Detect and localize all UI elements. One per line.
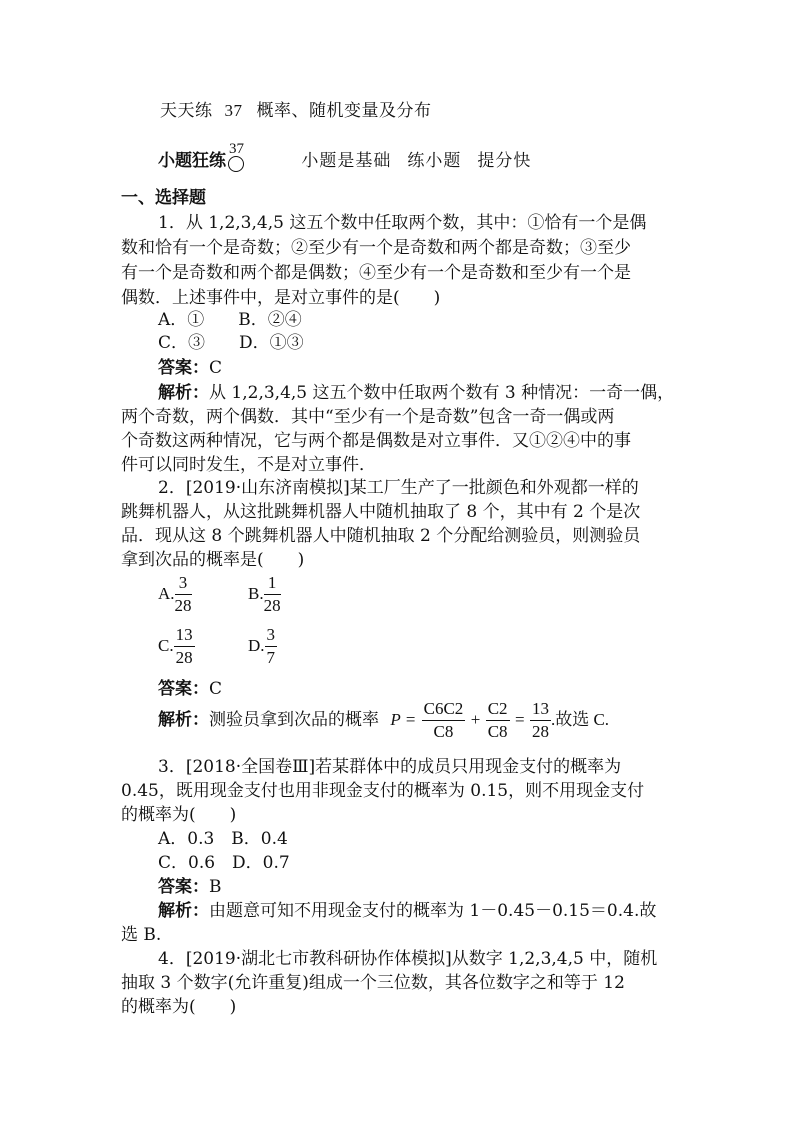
q3-line-3: 的概率为( ) (121, 805, 237, 825)
q2-option-c: C. $\frac{13}{28}$ (158, 625, 193, 667)
q2-line-2: 跳舞机器人，从这批跳舞机器人中随机抽取了 8 个，其中有 2 个是次 (121, 502, 641, 522)
title-number: 37 (224, 101, 243, 120)
q1-analysis-2: 两个奇数，两个偶数．其中“至少有一个是奇数”包含一奇一偶或两 (121, 407, 615, 427)
q4-line-1: 4．[2019·湖北七市教科研协作体模拟]从数字 1,2,3,4,5 中，随机 (158, 949, 658, 969)
q4-line-3: 的概率为( ) (121, 997, 237, 1017)
motto (301, 151, 547, 171)
q1-analysis-3: 个奇数这两种情况，它与两个都是偶数是对立事件．又①②④中的事 (121, 431, 631, 451)
q2-option-b: B. $\frac{1}{28}$ (248, 573, 281, 615)
q2-analysis: 解析：测验员拿到次品的概率 P = $\frac{C6C2}{C8}$ + $\frac{C2}{C8}$ = $\frac{13}{28}$ .故选 C. (158, 699, 610, 741)
q2-option-a: A. $\frac{3}{28}$ (158, 573, 192, 615)
q1-options-row-1: A．① B．②④ (158, 310, 302, 330)
q3-answer: 答案：B (158, 877, 222, 897)
motto-3: 提分快 (477, 151, 532, 171)
q1-analysis-4: 件可以同时发生，不是对立事件． (121, 455, 376, 475)
title-prefix: 天天练 (160, 101, 213, 121)
q1-line-2: 数和恰有一个是奇数；②至少有一个是奇数和两个都是奇数；③至少 (121, 238, 631, 258)
title-main: 概率、随机变量及分布 (256, 101, 432, 121)
q1-analysis-1: 解析：从 1,2,3,4,5 这五个数中任取两个数有 3 种情况：一奇一偶， (158, 383, 675, 403)
q1-line-3: 有一个是奇数和两个都是偶数；④至少有一个是奇数和至少有一个是 (121, 263, 631, 283)
q1-line-4: 偶数．上述事件中，是对立事件的是( ) (121, 288, 441, 308)
q2-line-1: 2．[2019·山东济南模拟]某工厂生产了一批颜色和外观都一样的 (158, 478, 639, 498)
q2-answer: 答案：C (158, 679, 223, 699)
q3-options-row-2: C．0.6 D．0.7 (158, 853, 290, 873)
q3-line-2: 0.45，既用现金支付也用非现金支付的概率为 0.15，则不用现金支付 (121, 781, 645, 801)
badge-circle-icon (226, 140, 248, 171)
q1-answer: 答案：C (158, 358, 223, 378)
page-title (160, 96, 432, 121)
q3-line-1: 3．[2018·全国卷Ⅲ]若某群体中的成员只用现金支付的概率为 (158, 757, 622, 777)
q1-line-1: 1．从 1,2,3,4,5 这五个数中任取两个数，其中：①恰有一个是偶 (158, 213, 647, 233)
motto-1: 小题是基础 (301, 151, 392, 171)
q4-line-2: 抽取 3 个数字(允许重复)组成一个三位数，其各位数字之和等于 12 (121, 973, 625, 993)
q3-options-row-1: A．0.3 B．0.4 (158, 829, 288, 849)
sub-label: 小题狂练 (158, 151, 226, 171)
section-heading: 一、选择题 (121, 188, 206, 208)
motto-2: 练小题 (407, 151, 462, 171)
section-subheader (158, 140, 547, 171)
q2-option-d: D. $\frac{3}{7}$ (248, 625, 276, 667)
badge-number: 37 (229, 140, 244, 157)
q2-line-4: 拿到次品的概率是( ) (121, 550, 305, 570)
q1-options-row-2: C．③ D．①③ (158, 333, 304, 353)
q2-line-3: 品．现从这 8 个跳舞机器人中随机抽取 2 个分配给测验员，则测验员 (121, 526, 641, 546)
q3-analysis-2: 选 B. (121, 925, 162, 945)
q3-analysis-1: 解析：由题意可知不用现金支付的概率为 1－0.45－0.15＝0.4.故 (158, 901, 657, 921)
